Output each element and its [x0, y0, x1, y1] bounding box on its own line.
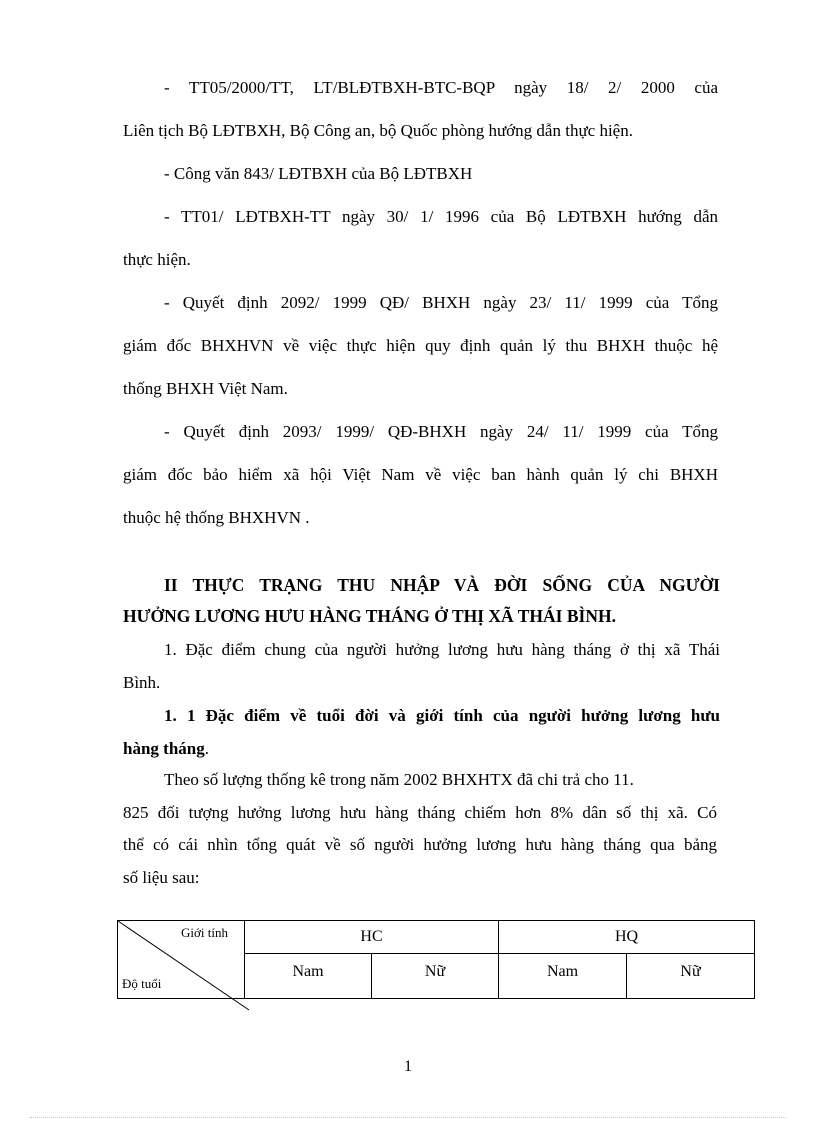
corner-label-gender: Giới tính: [181, 925, 228, 940]
section-heading-line-1: II THỰC TRẠNG THU NHẬP VÀ ĐỜI SỐNG CỦA NGƯỜI: [164, 575, 720, 595]
section-heading-line-2: HƯỞNG LƯƠNG HƯU HÀNG THÁNG Ở THỊ XÃ THÁI BÌNH.: [123, 606, 616, 626]
paragraph-line-1: Theo số lượng thống kê trong năm 2002 BHXHTX đã chi trả cho 11.: [164, 770, 634, 789]
sub-header-hq-nu: Nữ: [627, 954, 755, 999]
ref-4-line-2: giám đốc BHXHVN về việc thực hiện quy định quản lý thu BHXH thuộc hệ: [123, 336, 718, 355]
page-number: 1: [404, 1058, 412, 1075]
sub-header-hc-nu: Nữ: [372, 954, 499, 999]
paragraph-line-3: thể có cái nhìn tổng quát về số người hưởng lương hưu hàng tháng qua bảng: [123, 835, 717, 854]
ref-5-line-3: thuộc hệ thống BHXHVN .: [123, 508, 310, 527]
subsection-1-1-line-1: 1. 1 Đặc điểm về tuổi đời và giới tính của người hưởng lương hưu: [164, 706, 720, 725]
ref-1-line-1: - TT05/2000/TT, LT/BLĐTBXH-BTC-BQP ngày 18/ 2/ 2000 của: [164, 78, 718, 97]
ref-5-line-2: giám đốc bảo hiểm xã hội Việt Nam về việc ban hành quản lý chi BHXH: [123, 465, 718, 484]
ref-3-line-1: - TT01/ LĐTBXH-TT ngày 30/ 1/ 1996 của Bộ LĐTBXH hướng dẫn: [164, 207, 718, 226]
group-header-hc: HC: [245, 921, 499, 954]
subsection-1-1-line-2: [123, 738, 209, 760]
ref-4-line-1: - Quyết định 2092/ 1999 QĐ/ BHXH ngày 23/ 11/ 1999 của Tổng: [164, 293, 718, 312]
ref-1-line-2: Liên tịch Bộ LĐTBXH, Bộ Công an, bộ Quốc phòng hướng dẫn thực hiện.: [123, 121, 633, 140]
ref-4-line-3: thống BHXH Việt Nam.: [123, 379, 288, 398]
sub-header-hq-nam: Nam: [499, 954, 627, 999]
age-gender-table: [117, 920, 755, 999]
subsection-1-line-1: 1. Đặc điểm chung của người hưởng lương hưu hàng tháng ở thị xã Thái: [164, 640, 720, 659]
page-bottom-divider: [30, 1117, 786, 1118]
corner-label-age: Độ tuổi: [122, 976, 162, 991]
group-header-hq: HQ: [499, 921, 755, 954]
subsection-1-line-2: Bình.: [123, 673, 161, 692]
paragraph-line-2: 825 đối tượng hưởng lương hưu hàng tháng chiếm hơn 8% dân số thị xã. Có: [123, 803, 717, 822]
ref-2-line-1: - Công văn 843/ LĐTBXH của Bộ LĐTBXH: [164, 164, 473, 183]
paragraph-line-4: số liệu sau:: [123, 868, 200, 887]
ref-3-line-2: thực hiện.: [123, 250, 191, 269]
subsection-1-1-bold-text: hàng tháng: [123, 739, 205, 758]
table-corner-cell: [118, 921, 245, 999]
subsection-1-1-period: .: [204, 739, 209, 758]
ref-5-line-1: - Quyết định 2093/ 1999/ QĐ-BHXH ngày 24/ 11/ 1999 của Tổng: [164, 422, 718, 441]
sub-header-hc-nam: Nam: [245, 954, 372, 999]
